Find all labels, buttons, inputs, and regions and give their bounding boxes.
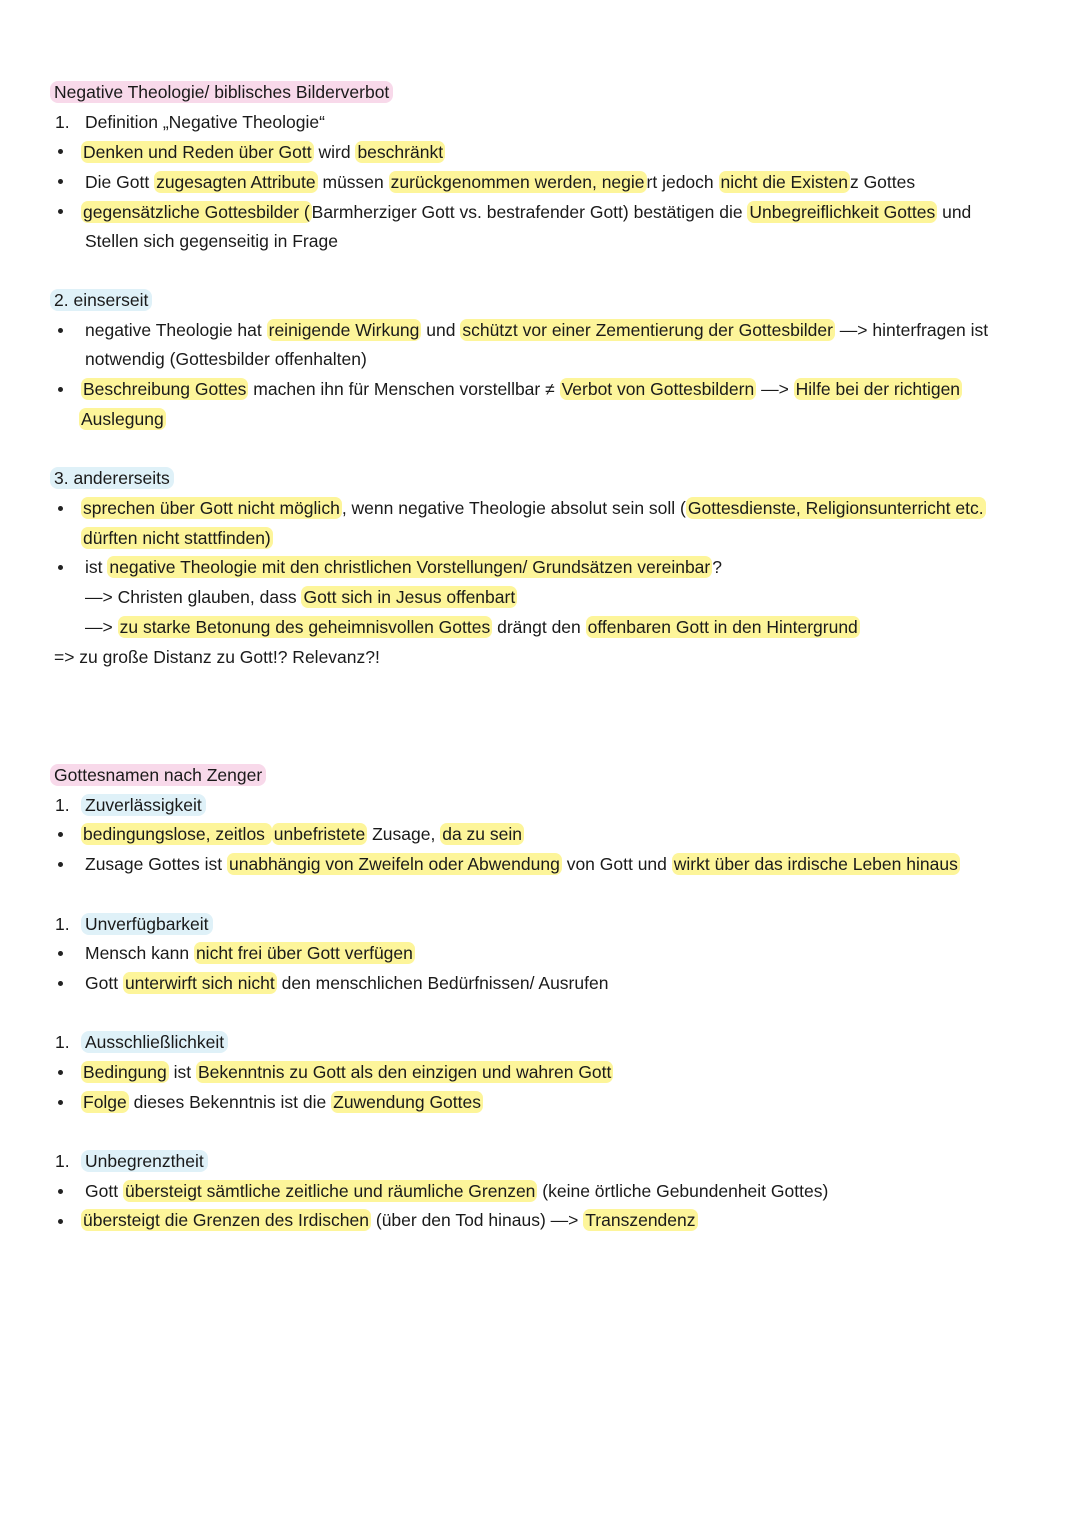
- list-number: 1.: [55, 914, 70, 934]
- bullet: [58, 1219, 63, 1224]
- bullet: [58, 981, 63, 986]
- list-item: übersteigt die Grenzen des Irdischen (über den Tod hinaus) —> Transzendenz: [83, 1210, 696, 1230]
- bullet: [58, 387, 63, 392]
- list-item: Mensch kann nicht frei über Gott verfügen: [85, 943, 413, 963]
- list-item: negative Theologie hat reinigende Wirkung und schützt vor einer Zementierung der Gottesbilder —> hinterfragen ist: [85, 320, 989, 340]
- list-number: 1.: [55, 112, 70, 132]
- list-item: Gott übersteigt sämtliche zeitliche und räumliche Grenzen (keine örtliche Gebundenheit Gottes): [85, 1181, 829, 1201]
- group-label-zuverlaessigkeit: Zuverlässigkeit: [81, 793, 206, 817]
- list-number: 1.: [55, 1151, 70, 1171]
- bullet: [58, 862, 63, 867]
- bullet: [58, 832, 63, 837]
- list-item: gegensätzliche Gottesbilder ( Barmherziger Gott vs. bestrafender Gott) bestätigen die Unbegreiflichkeit Gottes und: [83, 202, 972, 222]
- list-item: Denken und Reden über Gott wird beschränkt: [83, 142, 444, 162]
- bullet: [58, 506, 63, 511]
- bullet: [58, 565, 63, 570]
- list-item: bedingungslose, zeitlos unbefristete Zusage, da zu sein: [83, 824, 522, 844]
- group-label-unbegrenztheit: Unbegrenztheit: [81, 1149, 208, 1173]
- bullet: [58, 1100, 63, 1105]
- list-number: 1.: [55, 795, 70, 815]
- list-number: 1.: [55, 1032, 70, 1052]
- bullet: [58, 1189, 63, 1194]
- list-item-continuation: Auslegung: [81, 409, 164, 429]
- bullet: [58, 209, 63, 214]
- section-heading-andererseits: 3. andererseits: [50, 466, 174, 490]
- list-item: Die Gott zugesagten Attribute müssen zurückgenommen werden, negie rt jedoch nicht die Existen z Gottes: [85, 172, 916, 192]
- section-title-gottesnamen: Gottesnamen nach Zenger: [50, 763, 266, 787]
- group-label-ausschliesslichkeit: Ausschließlichkeit: [81, 1030, 228, 1054]
- bullet: [58, 328, 63, 333]
- definition-heading: Definition „Negative Theologie“: [85, 112, 325, 132]
- list-item: ist negative Theologie mit den christlichen Vorstellungen/ Grundsätzen vereinbar ?: [85, 557, 722, 577]
- section-heading-einerseits: 2. einserseit: [50, 288, 152, 312]
- bullet: [58, 1070, 63, 1075]
- sub-point: —> Christen glauben, dass Gott sich in Jesus offenbart: [85, 587, 516, 607]
- list-item-continuation: Stellen sich gegenseitig in Frage: [85, 231, 338, 251]
- list-item: Bedingung ist Bekenntnis zu Gott als den einzigen und wahren Gott: [83, 1062, 612, 1082]
- list-item-continuation: notwendig (Gottesbilder offenhalten): [85, 349, 367, 369]
- sub-point: —> zu starke Betonung des geheimnisvollen Gottes drängt den offenbaren Gott in den Hintergrund: [85, 617, 858, 637]
- list-item-continuation: dürften nicht stattfinden): [83, 528, 271, 548]
- conclusion-line: => zu große Distanz zu Gott!? Relevanz?!: [54, 647, 380, 667]
- list-item: Beschreibung Gottes machen ihn für Menschen vorstellbar ≠ Verbot von Gottesbildern —> Hilfe bei der richtigen: [83, 379, 961, 399]
- list-item: Zusage Gottes ist unabhängig von Zweifeln oder Abwendung von Gott und wirkt über das irdische Leben hinaus: [85, 854, 958, 874]
- bullet: [58, 179, 63, 184]
- group-label-unverfuegbarkeit: Unverfügbarkeit: [81, 912, 213, 936]
- section-title-negative-theologie: Negative Theologie/ biblisches Bilderverbot: [50, 80, 393, 104]
- list-item: Gott unterwirft sich nicht den menschlichen Bedürfnissen/ Ausrufen: [85, 973, 609, 993]
- list-item: Folge dieses Bekenntnis ist die Zuwendung Gottes: [83, 1092, 481, 1112]
- list-item: sprechen über Gott nicht möglich , wenn negative Theologie absolut sein soll ( Gottesdienste, Religionsunterricht etc.: [83, 498, 984, 518]
- bullet: [58, 149, 63, 154]
- bullet: [58, 951, 63, 956]
